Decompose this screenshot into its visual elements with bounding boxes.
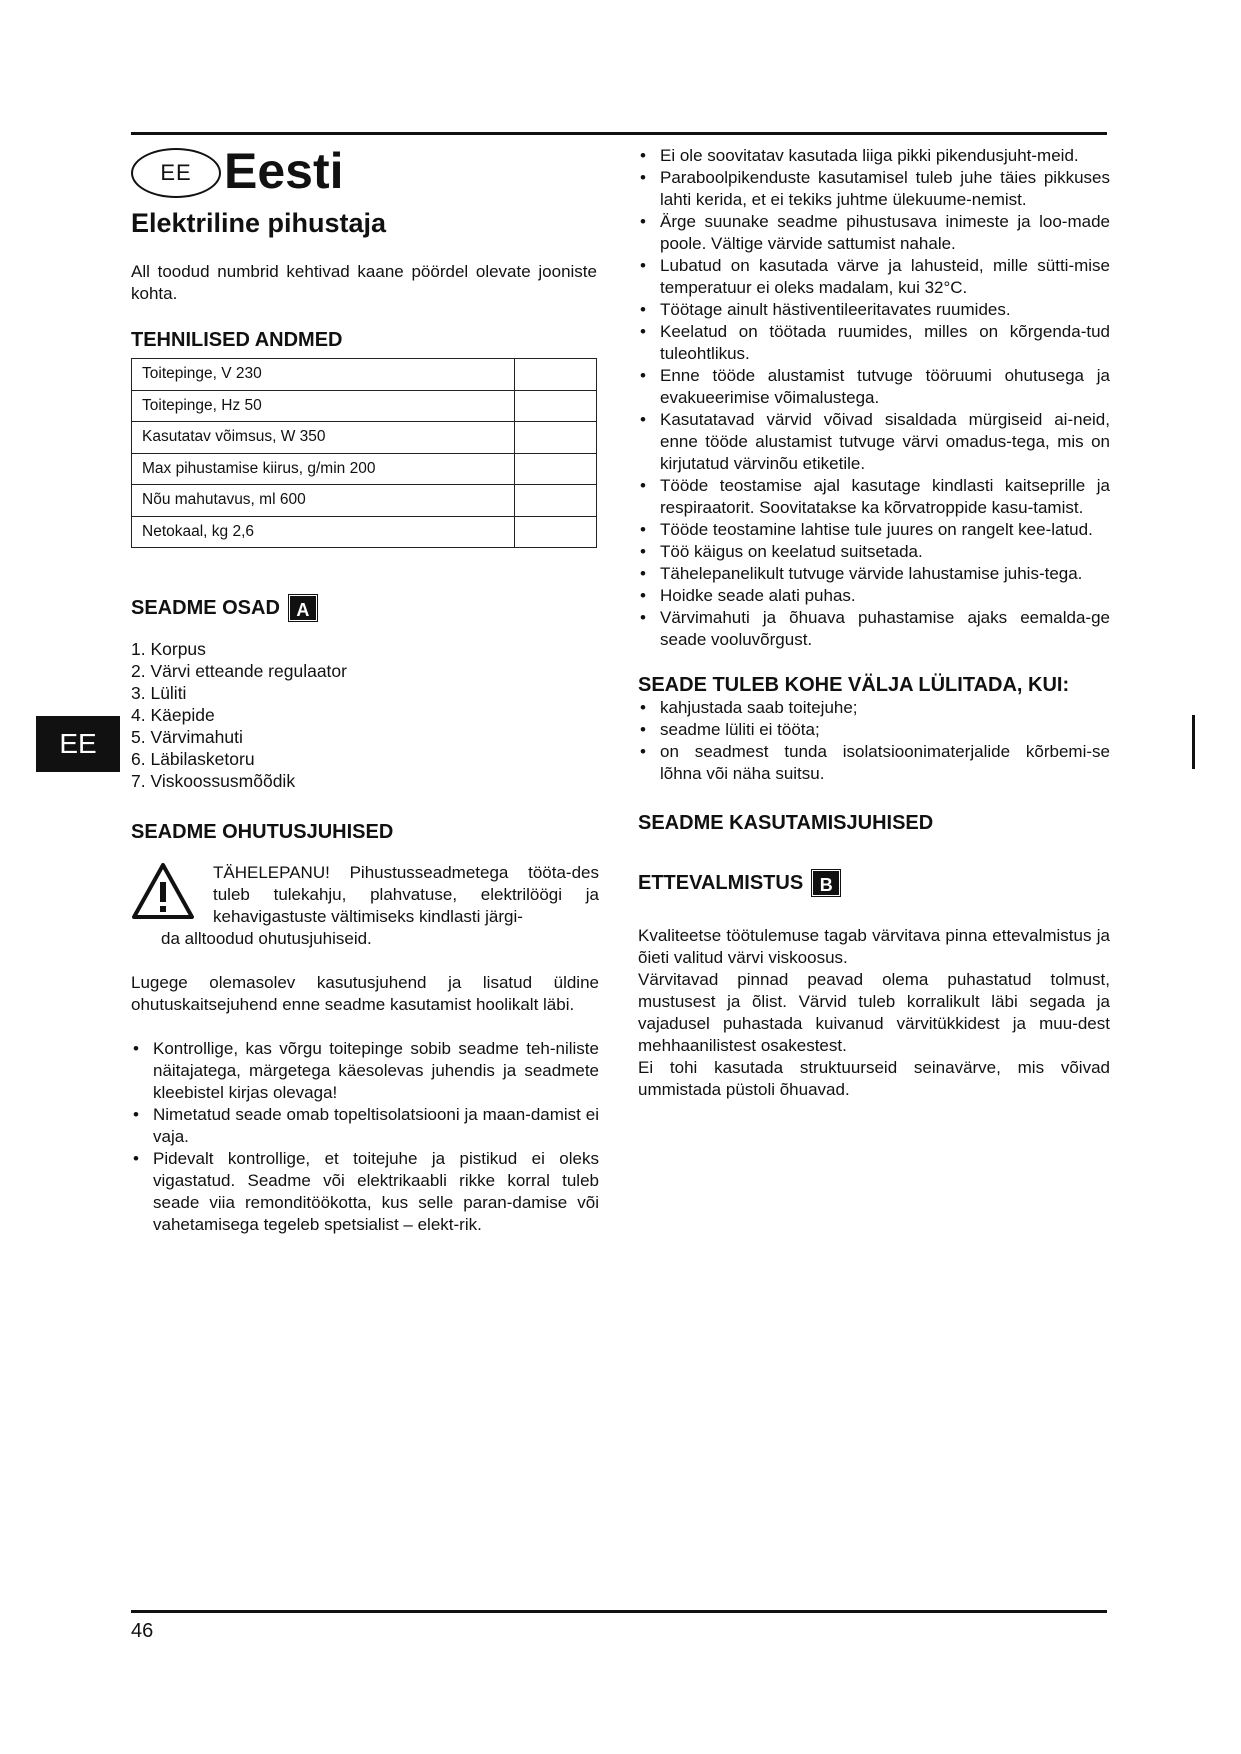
list-item: • Ei ole soovitatav kasutada liiga pikki pikendusjuht-meid. <box>638 145 1110 167</box>
list-item: • Töötage ainult hästiventileeritavates ruumides. <box>638 299 1110 321</box>
prep-paragraph: Kvaliteetse töötulemuse tagab värvitava pinna ettevalmistus ja õieti valitud värvi viskoosus. <box>638 926 1110 967</box>
tech-value <box>515 422 597 454</box>
tech-label: Toitepinge, V 230 <box>132 359 515 391</box>
tech-value <box>515 453 597 485</box>
tech-label: Netokaal, kg 2,6 <box>132 516 515 548</box>
warning-triangle-icon <box>131 862 195 920</box>
list-item: • Töö käigus on keelatud suitsetada. <box>638 541 1110 563</box>
top-rule <box>131 132 1107 135</box>
list-item: • seadme lüliti ei tööta; <box>638 719 1110 741</box>
safety-list-left <box>131 1038 599 1236</box>
tech-value <box>515 390 597 422</box>
list-item: 4. Käepide <box>131 705 215 725</box>
list-item: 5. Värvimahuti <box>131 727 243 747</box>
list-item: 6. Läbilasketoru <box>131 749 255 769</box>
list-item: • Enne tööde alustamist tutvuge tööruumi ohutusega ja evakueerimise võimalustega. <box>638 365 1110 409</box>
tech-value <box>515 516 597 548</box>
tech-label: Toitepinge, Hz 50 <box>132 390 515 422</box>
list-item: • Keelatud on töötada ruumides, milles on kõrgenda-tud tuleohtlikus. <box>638 321 1110 365</box>
list-item: • Tähelepanelikult tutvuge värvide lahustamise juhis-tega. <box>638 563 1110 585</box>
language-badge: EE <box>131 148 221 198</box>
switch-off-heading: SEADE TULEB KOHE VÄLJA LÜLITADA, KUI: <box>638 674 1070 696</box>
tech-label: Nõu mahutavus, ml 600 <box>132 485 515 517</box>
list-item: • Paraboolpikenduste kasutamisel tuleb juhe täies pikkuses lahti kerida, et ei tekiks juhtme ülekuume-nemist. <box>638 167 1110 211</box>
right-column <box>638 145 1110 1101</box>
list-item: • on seadmest tunda isolatsioonimaterjalide kõrbemi-se lõhna või näha suitsu. <box>638 741 1110 785</box>
language-side-tab: EE <box>36 716 120 772</box>
tech-value <box>515 485 597 517</box>
list-item: • Lubatud on kasutada värve ja lahusteid, mille sütti-mise temperatuur ei oleks madalam, kui 32°C. <box>638 255 1110 299</box>
list-item: • Kontrollige, kas võrgu toitepinge sobib seadme teh-niliste näitajatega, märgetega käesolevas juhendis ja seadmete kleebistel kirjas olevaga! <box>131 1038 599 1104</box>
parts-heading <box>131 596 316 620</box>
prep-paragraph: Värvitavad pinnad peavad olema puhastatud tolmust, mustusest ja õlist. Värvid tuleb korralikult läbi segada ja vajadusel puhastada kuivanud värvitükkidest ja muu-dest mehhaanilistest osakestest. <box>638 970 1110 1055</box>
bottom-rule <box>131 1610 1107 1613</box>
page-subtitle: Elektriline pihustaja <box>131 208 387 238</box>
manual-note: Lugege olemasolev kasutusjuhend ja lisatud üldine ohutuskaitsejuhend enne seadme kasutamist hoolikalt läbi. <box>131 973 599 1014</box>
intro-text: All toodud numbrid kehtivad kaane pöördel olevate jooniste kohta. <box>131 262 597 303</box>
tech-label: Kasutatav võimsus, W 350 <box>132 422 515 454</box>
list-item: • Nimetatud seade omab topeltisolatsiooni ja maan-damist ei vaja. <box>131 1104 599 1148</box>
prep-heading-text: ETTEVALMISTUS <box>638 872 804 894</box>
prep-body <box>638 925 1110 1101</box>
list-item: • Kasutatavad värvid võivad sisaldada mürgiseid ai-neid, enne tööde alustamist tutvuge värvi omadus-tega, mis on kirjutatud värvinõu etiketile. <box>638 409 1110 475</box>
page-number: 46 <box>131 1620 154 1642</box>
table-row <box>132 453 597 485</box>
figure-badge-a: A <box>290 596 316 620</box>
language-title: Eesti <box>224 143 344 199</box>
list-item: 3. Lüliti <box>131 683 187 703</box>
margin-marker <box>1192 715 1195 769</box>
list-item: 1. Korpus <box>131 639 206 659</box>
list-item: • Värvimahuti ja õhuava puhastamise ajaks eemalda-ge seade vooluvõrgust. <box>638 607 1110 651</box>
parts-list <box>131 638 347 792</box>
figure-badge-b: B <box>813 871 839 895</box>
safety-list-right <box>638 145 1110 651</box>
tech-table <box>131 358 597 548</box>
list-item: 7. Viskoossusmõõdik <box>131 771 296 791</box>
table-row <box>132 516 597 548</box>
warning-text: TÄHELEPANU! Pihustusseadmetega tööta-des tuleb tulekahju, plahvatuse, elektrilöögi ja kehavigastuste vältimiseks kindlasti järgi- <box>213 863 599 926</box>
table-row <box>132 359 597 391</box>
list-item: • Hoidke seade alati puhas. <box>638 585 1110 607</box>
list-item: • Ärge suunake seadme pihustusava inimeste ja loo-made poole. Vältige värvide sattumist nahale. <box>638 211 1110 255</box>
warning-block <box>131 862 599 1236</box>
tech-value <box>515 359 597 391</box>
prep-paragraph: Ei tohi kasutada struktuurseid seinavärve, mis võivad ummistada püstoli õhuavad. <box>638 1058 1110 1099</box>
table-row <box>132 422 597 454</box>
switch-off-list <box>638 697 1110 785</box>
list-item: • Pidevalt kontrollige, et toitejuhe ja pistikud ei oleks vigastatud. Seadme või elektrikaabli rikke korral tuleb seade viia remonditöökotta, kus selle paran-damise või vahetamisega tegeleb spetsialist – elekt-rik. <box>131 1148 599 1236</box>
warning-text-tail: da alltoodud ohutusjuhiseid. <box>161 929 372 948</box>
list-item: • Tööde teostamise ajal kasutage kindlasti kaitseprille ja respiraatorit. Soovitatakse ka kõrvatroppide kasu-tamist. <box>638 475 1110 519</box>
usage-heading: SEADME KASUTAMISJUHISED <box>638 812 934 834</box>
list-item: • kahjustada saab toitejuhe; <box>638 697 1110 719</box>
parts-heading-text: SEADME OSAD <box>131 597 280 619</box>
table-row <box>132 485 597 517</box>
list-item: • Tööde teostamine lahtise tule juures on rangelt kee-latud. <box>638 519 1110 541</box>
prep-heading <box>638 871 1110 895</box>
tech-label: Max pihustamise kiirus, g/min 200 <box>132 453 515 485</box>
list-item: 2. Värvi etteande regulaator <box>131 661 347 681</box>
table-row <box>132 390 597 422</box>
tech-heading: TEHNILISED ANDMED <box>131 329 343 351</box>
safety-heading: SEADME OHUTUSJUHISED <box>131 821 394 843</box>
